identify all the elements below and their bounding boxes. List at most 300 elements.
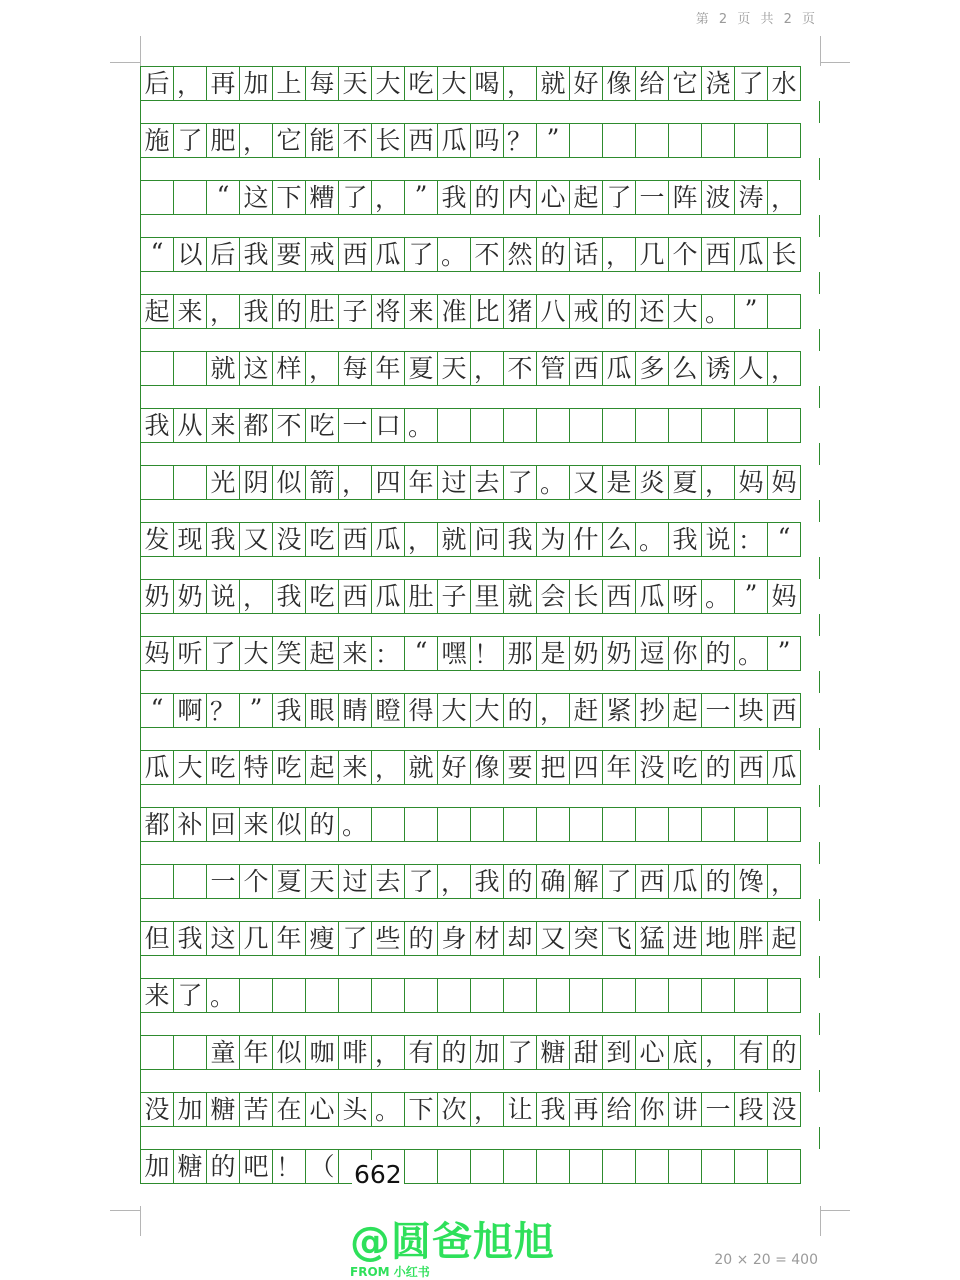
grid-cell: “	[404, 636, 438, 671]
grid-cell: 大	[173, 750, 207, 785]
grid-cell	[701, 408, 735, 443]
grid-cell: 是	[536, 636, 570, 671]
grid-cell: 地	[701, 921, 735, 956]
grid-cell: 瓜	[602, 351, 636, 386]
grid-cell: 了	[173, 978, 207, 1013]
grid-cell: 这	[239, 351, 273, 386]
grid-cell: 去	[470, 465, 504, 500]
grid-cell	[140, 351, 174, 386]
grid-cell: 的	[602, 294, 636, 329]
grid-cell: 吃	[404, 66, 438, 101]
grid-cell: “	[206, 180, 240, 215]
grid-cell: 起	[305, 636, 339, 671]
grid-cell: 的	[536, 237, 570, 272]
corner-mark-bottom-left-h	[110, 1210, 140, 1211]
grid-cell: ，	[371, 180, 405, 215]
grid-cell: ？	[206, 693, 240, 728]
grid-cell: 加	[173, 1092, 207, 1127]
grid-cell: 给	[602, 1092, 636, 1127]
row-separator	[140, 443, 820, 465]
grid-cell: 就	[536, 66, 570, 101]
grid-cell: ，	[371, 1035, 405, 1070]
grid-cell	[140, 180, 174, 215]
grid-cell: 八	[536, 294, 570, 329]
grid-cell: 为	[536, 522, 570, 557]
grid-cell: 水	[767, 66, 801, 101]
grid-cell: 。	[371, 1092, 405, 1127]
grid-cell: ，	[602, 237, 636, 272]
grid-cell: 又	[536, 921, 570, 956]
row-separator	[140, 329, 820, 351]
grid-cell	[173, 1035, 207, 1070]
grid-cell: 不	[503, 351, 537, 386]
grid-cell: 身	[437, 921, 471, 956]
grid-cell	[536, 978, 570, 1013]
grid-cell: 的	[503, 693, 537, 728]
grid-cell: 。	[536, 465, 570, 500]
grid-cell: （	[305, 1149, 339, 1184]
grid-cell: 似	[272, 1035, 306, 1070]
grid-cell: 了	[206, 636, 240, 671]
grid-spec: 20 × 20 = 400	[714, 1252, 818, 1268]
grid-row	[140, 237, 820, 272]
grid-cell: 诱	[701, 351, 735, 386]
grid-cell: 你	[668, 636, 702, 671]
grid-cell: 我	[470, 864, 504, 899]
grid-cell: 箭	[305, 465, 339, 500]
grid-cell: 呀	[668, 579, 702, 614]
grid-cell: 给	[635, 66, 669, 101]
grid-cell: 睛	[338, 693, 372, 728]
grid-cell: 我	[140, 408, 174, 443]
grid-cell: 我	[173, 921, 207, 956]
grid-cell: 么	[602, 522, 636, 557]
grid-cell: 下	[272, 180, 306, 215]
grid-cell: 馋	[734, 864, 768, 899]
grid-cell: ，	[239, 579, 273, 614]
grid-cell: ，	[404, 522, 438, 557]
grid-cell: 像	[602, 66, 636, 101]
grid-cell: 没	[140, 1092, 174, 1127]
grid-cell: 每	[305, 66, 339, 101]
grid-cell: 大	[371, 66, 405, 101]
grid-cell: 年	[272, 921, 306, 956]
grid-cell: 糟	[305, 180, 339, 215]
grid-cell: 的	[272, 294, 306, 329]
grid-cell: 好	[437, 750, 471, 785]
grid-cell: 年	[602, 750, 636, 785]
grid-cell: 子	[338, 294, 372, 329]
grid-cell: 得	[404, 693, 438, 728]
grid-cell: 西	[338, 579, 372, 614]
grid-cell: ”	[239, 693, 273, 728]
grid-cell: 一	[338, 408, 372, 443]
grid-cell: ，	[536, 693, 570, 728]
grid-cell: 四	[569, 750, 603, 785]
grid-cell: 眼	[305, 693, 339, 728]
grid-cell	[569, 1149, 603, 1184]
grid-cell	[470, 807, 504, 842]
grid-cell	[569, 807, 603, 842]
grid-cell: 讲	[668, 1092, 702, 1127]
grid-cell: 了	[173, 123, 207, 158]
grid-cell: ，	[767, 864, 801, 899]
grid-cell: 天	[305, 864, 339, 899]
grid-cell	[470, 978, 504, 1013]
grid-cell	[503, 978, 537, 1013]
grid-cell: 阵	[668, 180, 702, 215]
grid-row	[140, 1092, 820, 1127]
grid-cell	[668, 408, 702, 443]
grid-cell: 一	[701, 693, 735, 728]
grid-cell	[668, 1149, 702, 1184]
grid-cell: 的	[701, 864, 735, 899]
grid-cell: 了	[734, 66, 768, 101]
grid-cell: 飞	[602, 921, 636, 956]
grid-cell	[470, 408, 504, 443]
grid-cell: 什	[569, 522, 603, 557]
grid-cell	[701, 1149, 735, 1184]
grid-cell: 。	[338, 807, 372, 842]
grid-cell: 解	[569, 864, 603, 899]
grid-cell: 都	[239, 408, 273, 443]
grid-cell: 瓜	[767, 750, 801, 785]
grid-cell: 起	[569, 180, 603, 215]
grid-cell: 妈	[734, 465, 768, 500]
grid-cell: 来	[338, 750, 372, 785]
grid-cell: 了	[602, 180, 636, 215]
grid-cell: 人	[734, 351, 768, 386]
grid-cell: 的	[701, 636, 735, 671]
grid-cell: ”	[767, 636, 801, 671]
grid-cell	[635, 807, 669, 842]
grid-cell	[701, 123, 735, 158]
grid-cell: 突	[569, 921, 603, 956]
grid-cell	[734, 978, 768, 1013]
grid-cell: 会	[536, 579, 570, 614]
grid-cell: 来	[239, 807, 273, 842]
row-separator	[140, 842, 820, 864]
grid-row	[140, 579, 820, 614]
grid-cell	[503, 408, 537, 443]
grid-cell: 瓜	[140, 750, 174, 785]
grid-cell	[272, 978, 306, 1013]
grid-cell: 。	[734, 636, 768, 671]
row-separator	[140, 728, 820, 750]
grid-cell: ，	[371, 750, 405, 785]
grid-cell: 话	[569, 237, 603, 272]
grid-cell: 咖	[305, 1035, 339, 1070]
grid-cell: 心	[635, 1035, 669, 1070]
grid-cell: 长	[767, 237, 801, 272]
grid-cell: “	[140, 237, 174, 272]
grid-cell: 吗	[470, 123, 504, 158]
grid-cell	[767, 807, 801, 842]
grid-cell: 有	[404, 1035, 438, 1070]
grid-cell: 来	[338, 636, 372, 671]
grid-cell: 四	[371, 465, 405, 500]
grid-cell: ！	[470, 636, 504, 671]
grid-cell: 起	[668, 693, 702, 728]
grid-cell: 年	[404, 465, 438, 500]
grid-cell: ”	[404, 180, 438, 215]
grid-cell	[140, 465, 174, 500]
grid-cell	[371, 978, 405, 1013]
grid-row	[140, 180, 820, 215]
grid-cell: 夏	[272, 864, 306, 899]
grid-cell: 奶	[140, 579, 174, 614]
grid-cell: 然	[503, 237, 537, 272]
grid-cell: 就	[503, 579, 537, 614]
grid-cell: 笑	[272, 636, 306, 671]
grid-cell: 将	[371, 294, 405, 329]
grid-cell: 。	[404, 408, 438, 443]
grid-cell: 它	[272, 123, 306, 158]
grid-cell: 大	[470, 693, 504, 728]
grid-cell: 了	[338, 921, 372, 956]
grid-cell	[173, 864, 207, 899]
grid-cell	[437, 807, 471, 842]
grid-row	[140, 864, 820, 899]
grid-cell: 天	[338, 66, 372, 101]
page-indicator: 第 2 页 共 2 页	[695, 12, 818, 27]
grid-cell	[305, 978, 339, 1013]
grid-cell	[569, 408, 603, 443]
grid-cell	[602, 123, 636, 158]
grid-cell	[734, 408, 768, 443]
grid-cell: 的	[767, 1035, 801, 1070]
grid-row	[140, 522, 820, 557]
corner-mark-top-left-h	[110, 62, 140, 63]
grid-cell	[503, 807, 537, 842]
grid-cell: 底	[668, 1035, 702, 1070]
grid-cell: ”	[536, 123, 570, 158]
grid-cell: 来	[140, 978, 174, 1013]
row-separator	[140, 500, 820, 522]
grid-cell: 喝	[470, 66, 504, 101]
grid-cell: 的	[437, 1035, 471, 1070]
grid-cell: 来	[173, 294, 207, 329]
grid-cell: 妈	[140, 636, 174, 671]
grid-cell: 了	[503, 465, 537, 500]
grid-cell: 吃	[272, 750, 306, 785]
grid-cell: 胖	[734, 921, 768, 956]
grid-row	[140, 123, 820, 158]
grid-cell: 来	[404, 294, 438, 329]
grid-cell: 奶	[569, 636, 603, 671]
grid-cell: 过	[338, 864, 372, 899]
grid-cell	[503, 1149, 537, 1184]
grid-cell: 我	[503, 522, 537, 557]
grid-cell: 啊	[173, 693, 207, 728]
grid-row	[140, 351, 820, 386]
grid-row	[140, 750, 820, 785]
grid-cell: 这	[206, 921, 240, 956]
grid-cell: 西	[338, 237, 372, 272]
grid-cell: ，	[305, 351, 339, 386]
grid-cell: 我	[272, 693, 306, 728]
grid-cell: 肚	[305, 294, 339, 329]
grid-cell: ，	[206, 294, 240, 329]
grid-cell: 逗	[635, 636, 669, 671]
grid-cell: 没	[272, 522, 306, 557]
corner-mark-top-left	[140, 36, 141, 66]
grid-cell	[536, 807, 570, 842]
grid-cell: 涛	[734, 180, 768, 215]
grid-cell: 光	[206, 465, 240, 500]
grid-cell	[371, 807, 405, 842]
grid-cell: 还	[635, 294, 669, 329]
grid-cell: 现	[173, 522, 207, 557]
grid-cell: ，	[701, 1035, 735, 1070]
grid-cell: 都	[140, 807, 174, 842]
grid-cell: 多	[635, 351, 669, 386]
row-separator	[140, 785, 820, 807]
grid-cell	[404, 807, 438, 842]
grid-cell: 瘦	[305, 921, 339, 956]
grid-cell: 炎	[635, 465, 669, 500]
grid-cell: 西	[338, 522, 372, 557]
grid-cell: 头	[338, 1092, 372, 1127]
grid-cell: 童	[206, 1035, 240, 1070]
grid-cell: ！	[272, 1149, 306, 1184]
grid-cell: 不	[470, 237, 504, 272]
grid-cell: 确	[536, 864, 570, 899]
row-separator	[140, 614, 820, 636]
grid-cell: 口	[371, 408, 405, 443]
grid-cell: ，	[503, 66, 537, 101]
grid-row	[140, 636, 820, 671]
grid-cell	[668, 123, 702, 158]
grid-cell: 就	[437, 522, 471, 557]
grid-cell	[404, 978, 438, 1013]
grid-cell	[569, 978, 603, 1013]
grid-cell: 浇	[701, 66, 735, 101]
grid-cell	[635, 408, 669, 443]
grid-row	[140, 693, 820, 728]
watermark-source: FROM 小红书	[350, 1265, 430, 1279]
grid-cell: 戒	[305, 237, 339, 272]
grid-row	[140, 1035, 820, 1070]
grid-cell: 样	[272, 351, 306, 386]
grid-cell	[470, 1149, 504, 1184]
grid-cell: 再	[569, 1092, 603, 1127]
grid-cell: 我	[206, 522, 240, 557]
grid-cell: 瓜	[371, 579, 405, 614]
grid-cell: 去	[371, 864, 405, 899]
grid-cell: 是	[602, 465, 636, 500]
grid-cell: 管	[536, 351, 570, 386]
row-separator	[140, 1013, 820, 1035]
grid-cell: 听	[173, 636, 207, 671]
grid-cell: 吃	[305, 522, 339, 557]
grid-cell: ，	[470, 1092, 504, 1127]
grid-cell: 吃	[668, 750, 702, 785]
row-separator	[140, 1070, 820, 1092]
grid-cell: 些	[371, 921, 405, 956]
grid-cell: 猛	[635, 921, 669, 956]
grid-cell: 糖	[173, 1149, 207, 1184]
grid-cell	[602, 1149, 636, 1184]
grid-cell: 能	[305, 123, 339, 158]
grid-cell: 糖	[206, 1092, 240, 1127]
grid-cell: 你	[635, 1092, 669, 1127]
grid-cell	[602, 978, 636, 1013]
grid-cell: 妈	[767, 579, 801, 614]
grid-cell: 波	[701, 180, 735, 215]
grid-cell: 加	[140, 1149, 174, 1184]
grid-cell: 补	[173, 807, 207, 842]
grid-cell: 大	[437, 66, 471, 101]
grid-cell: 。	[437, 237, 471, 272]
grid-cell: 段	[734, 1092, 768, 1127]
grid-cell	[536, 1149, 570, 1184]
grid-cell: 我	[668, 522, 702, 557]
grid-cell	[437, 1149, 471, 1184]
grid-row	[140, 978, 820, 1013]
grid-cell: 西	[767, 693, 801, 728]
grid-cell: 肚	[404, 579, 438, 614]
grid-cell: 又	[569, 465, 603, 500]
grid-cell: 紧	[602, 693, 636, 728]
grid-cell: 赶	[569, 693, 603, 728]
grid-cell: 夏	[404, 351, 438, 386]
grid-cell	[668, 978, 702, 1013]
grid-cell	[734, 807, 768, 842]
grid-cell: 了	[404, 237, 438, 272]
grid-cell: 奶	[602, 636, 636, 671]
grid-cell: 准	[437, 294, 471, 329]
grid-cell: 瓜	[437, 123, 471, 158]
grid-cell: 进	[668, 921, 702, 956]
grid-cell: 从	[173, 408, 207, 443]
grid-cell: 心	[536, 180, 570, 215]
grid-cell: 就	[206, 351, 240, 386]
grid-cell: 比	[470, 294, 504, 329]
grid-cell: 但	[140, 921, 174, 956]
grid-cell: 内	[503, 180, 537, 215]
grid-cell: 说	[701, 522, 735, 557]
row-separator	[140, 557, 820, 579]
grid-cell: 回	[206, 807, 240, 842]
grid-cell: 了	[338, 180, 372, 215]
grid-cell: 夏	[668, 465, 702, 500]
grid-row	[140, 465, 820, 500]
grid-cell: 特	[239, 750, 273, 785]
grid-cell: 加	[239, 66, 273, 101]
grid-cell	[668, 807, 702, 842]
grid-cell: 让	[503, 1092, 537, 1127]
grid-cell: 吧	[239, 1149, 273, 1184]
grid-cell: “	[140, 693, 174, 728]
grid-cell: 西	[569, 351, 603, 386]
grid-cell: 的	[404, 921, 438, 956]
manuscript-grid-paper	[140, 66, 820, 1206]
grid-cell: 的	[701, 750, 735, 785]
grid-cell: 似	[272, 465, 306, 500]
grid-cell: 。	[206, 978, 240, 1013]
grid-cell: 西	[734, 750, 768, 785]
grid-cell	[173, 180, 207, 215]
grid-cell: 我	[239, 237, 273, 272]
grid-cell: 次	[437, 1092, 471, 1127]
grid-cell: 我	[437, 180, 471, 215]
word-count: 662	[354, 1160, 402, 1189]
grid-cell: 瓜	[635, 579, 669, 614]
grid-cell: 我	[272, 579, 306, 614]
grid-cell: 就	[404, 750, 438, 785]
grid-cell: ，	[239, 123, 273, 158]
